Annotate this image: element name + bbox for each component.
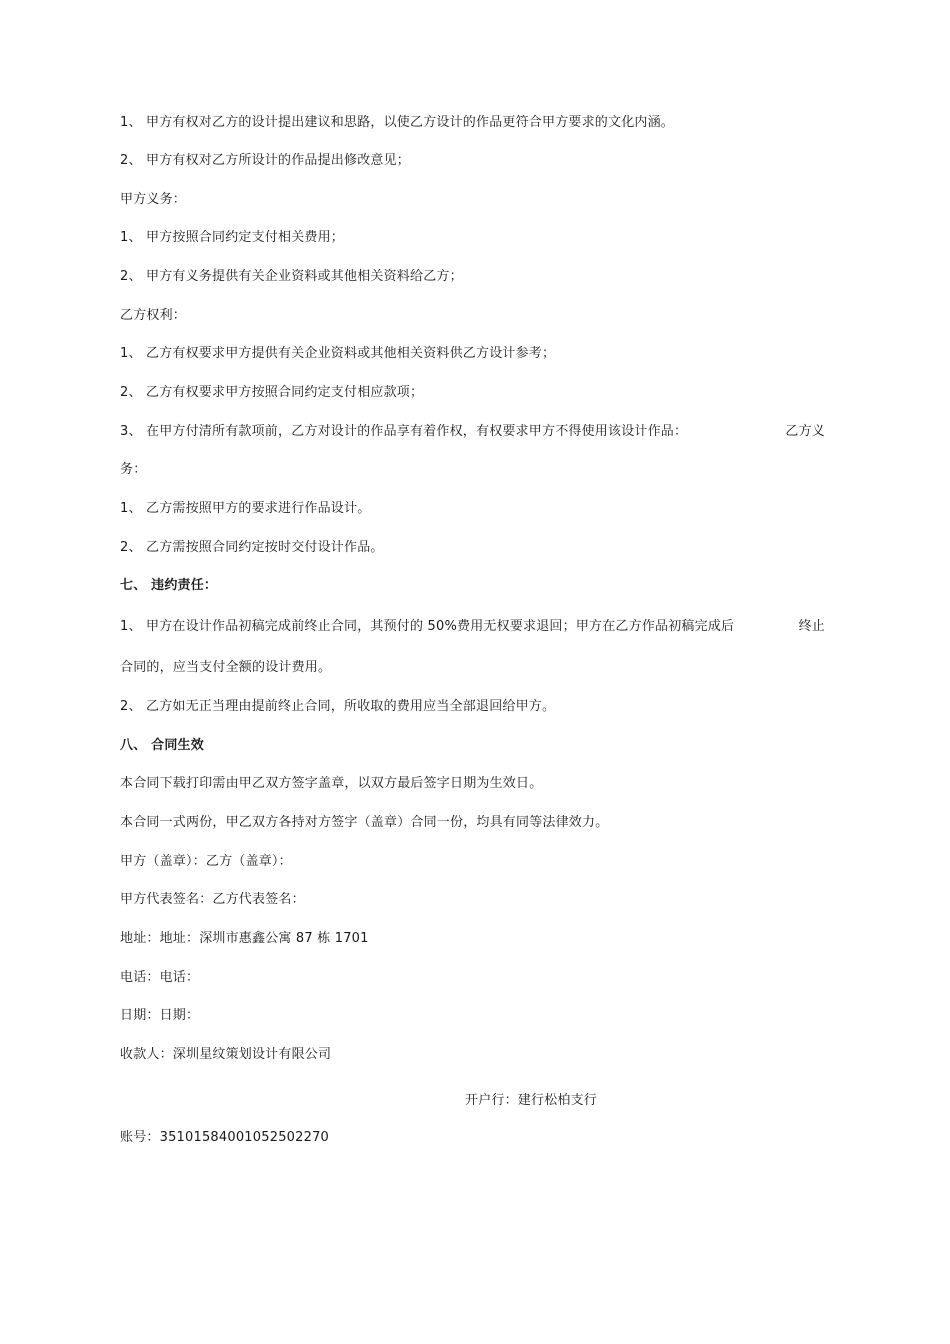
party-a-obligations-heading: 甲方义务： [120, 192, 187, 207]
address-line: 地址：地址：深圳市惠鑫公寓 87 栋 1701 [120, 931, 369, 946]
breach-clause-1-text: 1、 甲方在设计作品初稿完成前终止合同，其预付的 50%费用无权要求退回；甲方在乙方作品初稿完成后 [120, 619, 735, 634]
effect-clause-1: 本合同下载打印需由甲乙双方签字盖章，以双方最后签字日期为生效日。 [120, 776, 543, 791]
breach-clause-2: 2、 乙方如无正当理由提前终止合同，所收取的费用应当全部退回给甲方。 [120, 699, 556, 714]
breach-clause-1-end: 终止 [798, 619, 825, 634]
party-b-right-2: 2、 乙方有权要求甲方按照合同约定支付相应款项； [120, 385, 424, 400]
date-line: 日期：日期： [120, 1008, 200, 1023]
party-b-rights-heading: 乙方权利： [120, 308, 187, 323]
payee-line: 收款人：深圳星纹策划设计有限公司 [120, 1047, 332, 1062]
party-b-obligations-heading-start: 乙方义 [785, 424, 825, 439]
party-b-obligations-heading-end: 务： [120, 462, 147, 477]
seal-line: 甲方（盖章）：乙方（盖章）： [120, 854, 292, 869]
account-number-line: 账号：35101584001052502270 [120, 1130, 330, 1145]
breach-clause-1-cont: 合同的，应当支付全额的设计费用。 [120, 660, 332, 675]
signature-line: 甲方代表签名：乙方代表签名： [120, 892, 305, 907]
effect-clause-2: 本合同一式两份，甲乙双方各持对方签字（盖章）合同一份，均具有同等法律效力。 [120, 815, 609, 830]
breach-clause-1 [120, 618, 825, 636]
party-b-obligation-2: 2、 乙方需按照合同约定按时交付设计作品。 [120, 540, 384, 555]
party-b-right-3-text: 3、 在甲方付清所有款项前，乙方对设计的作品享有着作权，有权要求甲方不得使用该设计作品： [120, 424, 688, 439]
phone-line: 电话：电话： [120, 970, 200, 985]
party-a-obligation-2: 2、 甲方有义务提供有关企业资料或其他相关资料给乙方； [120, 269, 463, 284]
party-a-right-2: 2、 甲方有权对乙方所设计的作品提出修改意见； [120, 153, 411, 168]
section-8-heading: 八、 合同生效 [120, 738, 204, 753]
party-b-right-3 [120, 423, 825, 441]
party-a-obligation-1: 1、 甲方按照合同约定支付相关费用； [120, 230, 345, 245]
party-a-right-1: 1、 甲方有权对乙方的设计提出建议和思路，以使乙方设计的作品更符合甲方要求的文化内涵。 [120, 115, 675, 130]
section-7-heading: 七、 违约责任： [120, 578, 218, 593]
bank-line: 开户行：建行松柏支行 [465, 1093, 598, 1108]
party-b-obligation-1: 1、 乙方需按照甲方的要求进行作品设计。 [120, 501, 371, 516]
party-b-right-1: 1、 乙方有权要求甲方提供有关企业资料或其他相关资料供乙方设计参考； [120, 346, 556, 361]
